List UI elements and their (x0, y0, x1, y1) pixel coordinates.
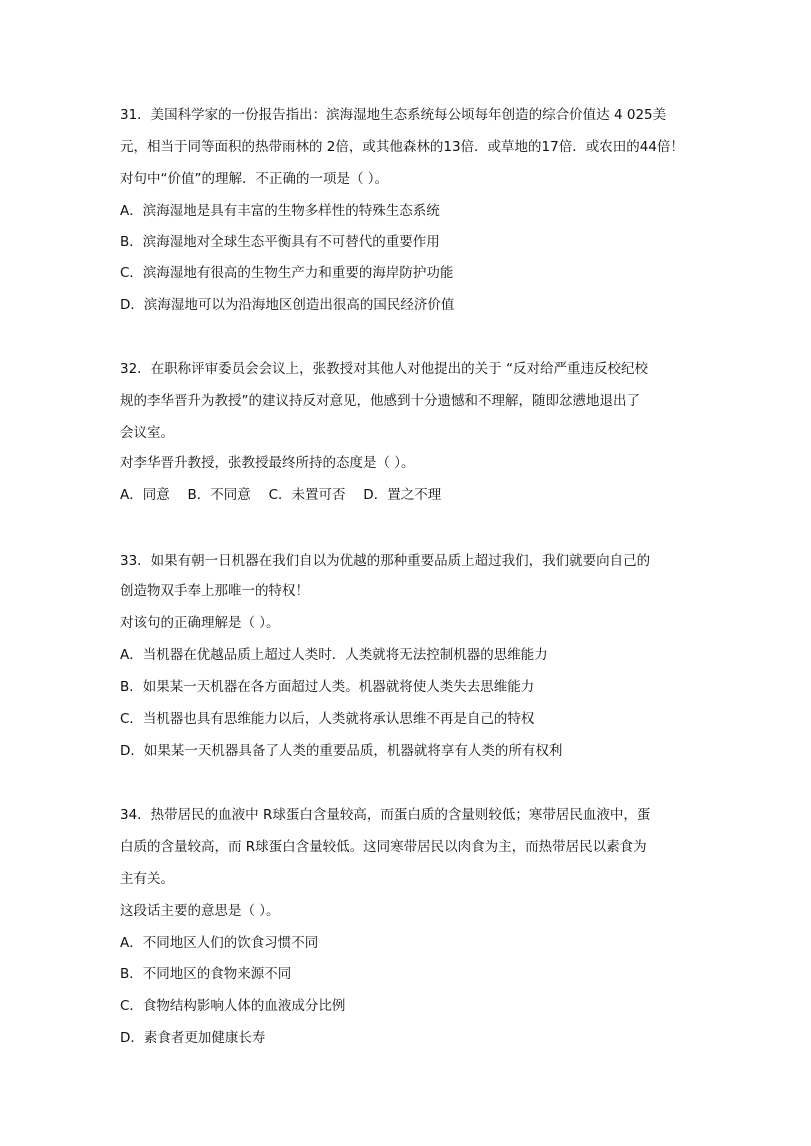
answer-option: D．如果某一天机器具备了人类的重要品质，机器就将享有人类的所有权利 (120, 743, 563, 759)
answer-option: D．滨海湿地可以为沿海地区创造出很高的国民经济价值 (120, 297, 455, 313)
question-stem-line: 创造物双手奉上那唯一的特权！ (120, 583, 309, 599)
answer-option: D．素食者更加健康长寿 (120, 1030, 266, 1046)
answer-option: A．不同地区人们的饮食习惯不同 (120, 935, 319, 951)
answer-option: B．不同地区的食物来源不同 (120, 966, 292, 982)
answer-option: A．当机器在优越品质上超过人类时．人类就将无法控制机器的思维能力 (120, 647, 548, 663)
answer-option: C．当机器也具有思维能力以后，人类就将承认思维不再是自己的特权 (120, 711, 535, 727)
question-stem-line: 白质的含量较高，而 R球蛋白含量较低。这同寒带居民以肉食为主，而热带居民以素食为 (120, 839, 647, 855)
question-stem-line: 32．在职称评审委员会会议上，张教授对其他人对他提出的关于 “反对给严重违反校纪校 (120, 361, 648, 377)
question-stem-line: 主有关。 (120, 871, 174, 887)
question-stem-line: 对李华晋升教授，张教授最终所持的态度是（ ）。 (120, 455, 415, 471)
question-stem-line: 规的李华晋升为教授”的建议持反对意见，他感到十分遗憾和不理解，随即忿懑地退出了 (120, 393, 640, 409)
answer-option: C．滨海湿地有很高的生物生产力和重要的海岸防护功能 (120, 265, 454, 281)
question-stem-line: 对句中“价值”的理解．不正确的一项是（ ）。 (120, 171, 389, 187)
answer-option: C．食物结构影响人体的血液成分比例 (120, 998, 346, 1014)
question-stem-line: 对该句的正确理解是（ ）。 (120, 615, 280, 631)
question-stem-line: 33．如果有朝一日机器在我们自以为优越的那种重要品质上超过我们，我们就要向自己的 (120, 553, 651, 569)
answer-option: A．同意 B．不同意 C．未置可否 D．置之不理 (120, 487, 442, 503)
answer-option: A．滨海湿地是具有丰富的生物多样性的特殊生态系统 (120, 203, 440, 219)
question-stem-line: 元，相当于同等面积的热带雨林的 2倍，或其他森林的13倍．或草地的17倍．或农田的44倍！ (120, 139, 684, 155)
question-stem-line: 34．热带居民的血液中 R球蛋白含量较高，而蛋白质的含量则较低；寒带居民血液中，蛋 (120, 807, 651, 823)
question-stem-line: 这段话主要的意思是（ ）。 (120, 903, 280, 919)
question-stem-line: 31．美国科学家的一份报告指出：滨海湿地生态系统每公顷每年创造的综合价值达 4 025美 (120, 107, 667, 123)
answer-option: B．滨海湿地对全球生态平衡具有不可替代的重要作用 (120, 234, 440, 250)
question-stem-line: 会议室。 (120, 425, 174, 441)
answer-option: B．如果某一天机器在各方面超过人类。机器就将使人类失去思维能力 (120, 679, 535, 695)
